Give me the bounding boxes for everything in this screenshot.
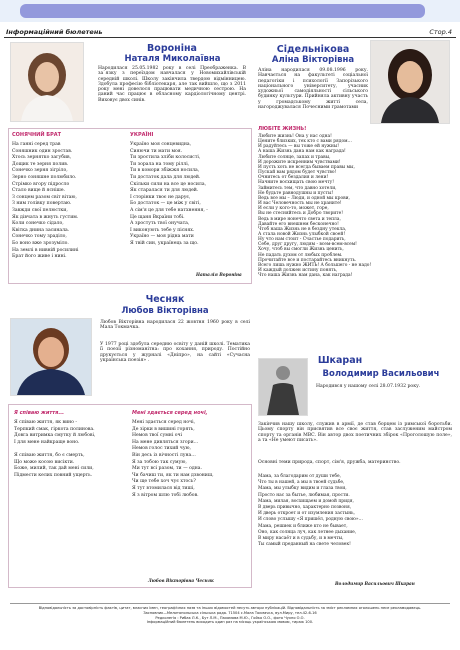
chesnyak-poem1: Я співаю життя, як вино - Терпкий смак, гіркота полинова. Довга витримка смутку й любові, І для мене найкраще воно. Я співаю життя, бо є смерть, Що може косою висікти. Боже, милий, так дай мені сили, Підмести келих повний ущерть.: [14, 420, 96, 478]
chesnyak-surname: Чесняк: [145, 294, 185, 305]
top-banner: [0, 0, 460, 22]
footer-disclaimer: Відповідальність за достовірність фактів, цитат, власних імен, географічних назв та інших відомостей несуть автори публікацій. Відповідальність за зміст рекламних оголошень несе рекламодавець.: [38, 606, 422, 610]
chesnyak-bio1: Любов Вікторівна народилася 22 жовтня 1960 року в селі Мала Токмачка.: [100, 320, 250, 331]
chesnyak-name: Любов Вікторівна: [121, 306, 209, 316]
shkaran-bio1: Народився у нашому селі 28.07.1932 року.: [316, 384, 421, 389]
page-header: [0, 24, 460, 38]
sidelnikova-name: Аліна Вікторівна: [271, 55, 355, 65]
banner-stripe: [20, 4, 425, 18]
chesnyak-signature: Любов Вікторівна Чесняк: [148, 578, 214, 583]
chesnyak-poem1-title: Я співаю життя...: [14, 410, 65, 416]
voronina-poem2: Україно моя сонцевидна, Сияючи ти мати моя. Ти зростила хліби колосисті, Ти зорала на тому ріллі, Ти в комори збіжжя носила, Ти достаток дала для людей. Скільки сили на все це носила, Як старалася ти для людей. І сторінки твоє не дарує, Бо достаток — це між у світі, А сім'я це для тебе натхнення, - Це щаня Вкраїни тобі. А зростуть твої онучата, І виконують тебе у піснях. Україно — моя рідна мати Я твій син, українець за що.: [130, 142, 208, 246]
voronina-poem2-title: УКРАЇНІ: [130, 132, 154, 138]
shkaran-poem: Мама, за благодарим от души тебе, Что ты в нашей, а мы в твоей судьбе, Мама, мы улыбку видим и глаза твои, Просто нас за бытье, любимая, прости. Мама, милая, восхищаем и домой придя, В дверь привычно, характерно позвоня, И дверь откроет и от изумления застынь, И слово услышу «Я пришёл, родную свою»… Мама, решиек и ближе кто не бывает, Оно, как солнца луч, как летнее дыхание, В миру насаёт и в судьбу, и в мечты, Ты самый преданный на свете человек!: [258, 474, 363, 548]
sidelnikova-poem: Любите жизнь! Она у нас одна! Цените близких, тех кто с вами рядом… И радуйтесь — вы тоже ей нужны! А наша Жизнь дана нам как награда! Любите солнце, запах и травы, И дорожите искренним чувствами! И пусть хоть не всегда бываем правы мы, Пускай вам рядом будет чувство! Очнитесь от бездалия и лени! Начните восхищать свою мечту! Займитесь тем, что давно хотели, Не будьте равнодушны и пусты! Ведь все мы – Люди, и одной мы крови, И вас Человечность мы не храните! И если у кого-то, может, горе, Вы не стесняйтесь и Добро творите! Ведь в мире нонечто света и тепла, Давайте его внешнем бесконечно! Чтоб наша Жизнь не в бездну утекла, А стала новой Жизнь улыбкой своей! Ну что нам стоит - Счастье подарить, Себе, друг другу, людям - всем-всем-всем! Хочу, чтоб вы смогли Жизнь ценить, Не падать духом от любых проблем. Прочитайте все и постарайтесь вникнуть. Всего лишь нужно ЖИТЬ! А большего - не надо! И каждый должен истину понять, Что наша Жизнь нам дана, как награда!: [258, 134, 372, 279]
bulletin-title: Інформаційний бюлетень: [6, 28, 103, 36]
chesnyak-bio2: У 1977 році здобула середню освіту у даній школі. Тематика її поезії різноманітна: про кохання, природу. Постійно друкується у журналі «Дніпро», на сайті «Сучасна українська поезія» .: [100, 342, 250, 363]
sidelnikova-photo: [370, 40, 450, 124]
voronina-name: Наталя Миколаївна: [124, 54, 221, 64]
footer: [10, 606, 450, 625]
sidelnikova-poem-title: ЛЮБІТЕ ЖИЗНЬ!: [258, 126, 307, 132]
header-rule: [4, 37, 456, 38]
footer-rule: [10, 603, 450, 604]
chesnyak-poem2: Мені здається серед ночі, Де зірки в вишині горять, Немов твої сумні очі На мене дивляться згори… Немов голос тихий чую, Він десь із вічності луна… Я за тобою так сумую, Ми тут всі разом, ти — одна. Чи бачиш ти, як ти нам дзвониш, Чи ще тебе хоч чує хтось? Я тут втомилася від тиші, Я з вітром шлю тобі любов.: [132, 420, 214, 498]
sidelnikova-bio: Аліна народилася 09.08.1996 року. Навчається на факультеті соціальної педагогіки і психології Запорізького національного університету, учасник художньої самодіяльності сільського будинку культури. Прийняла активну участь у громадському житті села, нагороджувалася Почесними грамотами: [258, 68, 368, 111]
voronina-surname: Вороніна: [147, 43, 197, 54]
voronina-bio: Народилася 25.05.1982 року в селі Преображенка. В за`язку з переїздом навчалася у Новомихайлівській середній школі. Школу закінчила твердою відмінницею. Здобула професію бібліотекаря, але так вийшло, що з 2011 року мені довелося працювати медичною сестрою. На даний час працює в обласному кардіологічному центрі. Виховує двох синів.: [98, 66, 246, 103]
footer-editors: Редколегія : Рибак Л.К., Бут Л.М., Пахомова М.Ю., Гойко О.О., фото Чухно О.О.: [155, 615, 305, 620]
sidelnikova-surname: Сідельнікова: [276, 44, 350, 55]
voronina-signature: Наталія Вороніна: [196, 272, 242, 277]
shkaran-bio2: Закінчив нашу школу, служив в армії, де став борцем із римської боротьби. Цьому спорту він присвятив все своє життя, став заслуженим майстром спорту та органів МВС. Він автор двох поетичних збірок «Проголошую поле», а та «Не умеют писать».: [258, 422, 452, 443]
shkaran-photo: [258, 358, 308, 416]
footer-circulation: Інформаційний бюлетень виходить один раз на місяць українською мовою, тираж 100.: [146, 620, 314, 625]
footer-founder: Засновник—Мелитопольська сільська рада. 71504 с.Мала Токмачка, вул.Миру, тел.42-6-16: [143, 610, 317, 615]
shkaran-signature: Володимир Васильович Шкаран: [335, 581, 415, 586]
shkaran-surname: Шкаран: [317, 355, 363, 366]
page-number: Стор.4: [429, 28, 452, 36]
voronina-photo: [10, 42, 84, 122]
shkaran-bio3: Основні теми природа, спорт, сім'я, дружба, материнство.: [258, 460, 401, 465]
voronina-poem1-title: СОНЯЧНИЙ БРАТ: [12, 132, 62, 138]
voronina-poem1: На ганні серед трав Соняшник один зростав. Хтось зернятко загубив, Дощик те зерня полив. Сонечко зерня зігріло, Зерно соняшне полюбило. Стрімко вгору підросло Стало вище й ясніше. З сонцем разом світ вітаю, З ним голівку повертаю. Завжди свої пелюстки, Як дівчата в жнуть густим. Коли сонечко сідало, Квітка днина засинала. Сонечко тому зраділо, Бо воно вже зрозуміло. На землі в нивній росилині Брат його живе і нині.: [12, 142, 79, 260]
chesnyak-poem2-title: Мені здається серед ночі,: [132, 410, 208, 416]
shkaran-name: Володимир Васильович: [322, 369, 440, 379]
chesnyak-photo: [10, 318, 92, 396]
